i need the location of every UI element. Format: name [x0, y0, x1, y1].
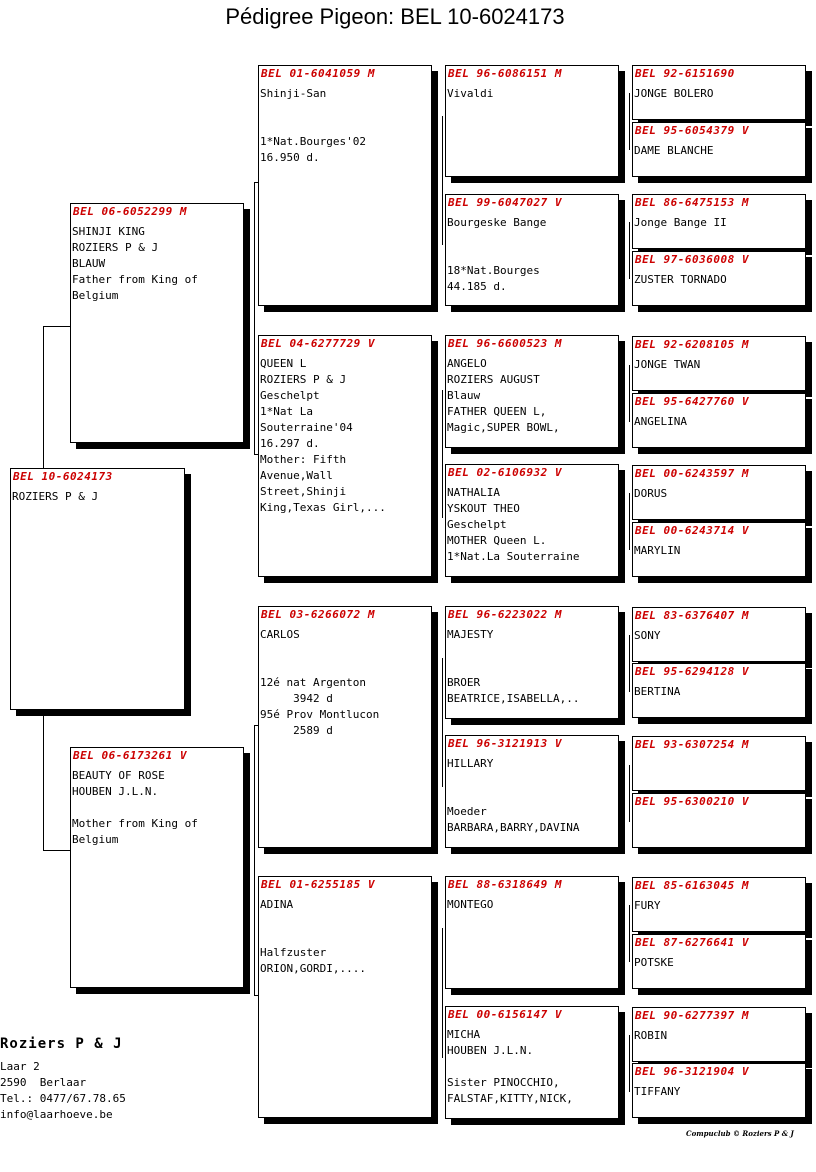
owner-city: 2590 Berlaar: [0, 1076, 87, 1089]
ring-number: BEL 96-6223022 M: [448, 608, 562, 621]
pigeon-card-fmm: [445, 464, 619, 577]
pigeon-info: DORUS: [634, 487, 668, 500]
owner-phone: Tel.: 0477/67.78.65: [0, 1092, 126, 1105]
ring-number: BEL 86-6475153 M: [635, 196, 749, 209]
connector-line: [629, 93, 630, 150]
pigeon-info: Vivaldi: [447, 87, 494, 100]
pigeon-card-g15: [632, 1007, 806, 1062]
connector-line: [629, 1035, 630, 1092]
pigeon-card-father: [70, 203, 244, 443]
ring-number: BEL 96-3121904 V: [635, 1065, 749, 1078]
page-title: Pédigree Pigeon: BEL 10-6024173: [225, 4, 565, 29]
ring-number: BEL 00-6243714 V: [635, 524, 749, 537]
ring-number: BEL 02-6106932 V: [448, 466, 562, 479]
ring-number: BEL 00-6156147 V: [448, 1008, 562, 1021]
pigeon-card-g4: [632, 251, 806, 306]
pigeon-card-g5: [632, 336, 806, 391]
ring-number: BEL 03-6266072 M: [261, 608, 375, 621]
ring-number: BEL 04-6277729 V: [261, 337, 375, 350]
pigeon-card-mmf: [445, 876, 619, 989]
pigeon-card-g7: [632, 465, 806, 520]
pigeon-info: POTSKE: [634, 956, 674, 969]
ring-number: BEL 95-6054379 V: [635, 124, 749, 137]
pigeon-info: MONTEGO: [447, 898, 494, 911]
pigeon-info: BERTINA: [634, 685, 681, 698]
connector-line: [629, 765, 630, 822]
owner-email[interactable]: info@laarhoeve.be: [0, 1108, 113, 1121]
owner-name: Roziers P & J: [0, 1036, 123, 1052]
pigeon-card-g6: [632, 393, 806, 448]
ring-number: BEL 92-6151690: [635, 67, 735, 80]
connector-line: [43, 716, 44, 850]
pigeon-info: ROZIERS P & J: [12, 490, 99, 503]
ring-number: BEL 87-6276641 V: [635, 936, 749, 949]
pigeon-info: ROBIN: [634, 1029, 668, 1042]
pigeon-info: ADINA Halfzuster ORION,GORDI,....: [260, 898, 366, 975]
ring-number: BEL 06-6052299 M: [73, 205, 187, 218]
pigeon-info: SONY: [634, 629, 661, 642]
pigeon-info: HILLARY Moeder BARBARA,BARRY,DAVINA: [447, 757, 580, 834]
pigeon-card-g2: [632, 122, 806, 177]
pigeon-card-g8: [632, 522, 806, 577]
connector-line: [43, 850, 70, 851]
pigeon-info: MARYLIN: [634, 544, 681, 557]
pigeon-info: QUEEN L ROZIERS P & J Geschelpt 1*Nat La Souterraine'04 16.297 d. Mother: Fifth Avenue,Wall Street,Shinji King,Texas Girl,...: [260, 357, 386, 514]
pigeon-card-g14: [632, 934, 806, 989]
pigeon-card-mff: [445, 606, 619, 719]
connector-line: [629, 365, 630, 422]
pigeon-info: Bourgeske Bange 18*Nat.Bourges 44.185 d.: [447, 216, 547, 293]
ring-number: BEL 00-6243597 M: [635, 467, 749, 480]
pigeon-card-ff: [258, 65, 432, 306]
pigeon-card-g1: [632, 65, 806, 120]
pigeon-info: MICHA HOUBEN J.L.N. Sister PINOCCHIO, FALSTAF,KITTY,NICK,: [447, 1028, 573, 1105]
pigeon-info: ZUSTER TORNADO: [634, 273, 727, 286]
connector-line: [442, 116, 443, 245]
pigeon-info: MAJESTY BROER BEATRICE,ISABELLA,..: [447, 628, 580, 705]
footer-credit: Compuclub © Roziers P & J: [686, 1129, 794, 1138]
ring-number: BEL 92-6208105 M: [635, 338, 749, 351]
owner-details: [0, 1059, 126, 1123]
pigeon-info: BEAUTY OF ROSE HOUBEN J.L.N. Mother from King of Belgium: [72, 769, 198, 846]
ring-number: BEL 95-6300210 V: [635, 795, 749, 808]
ring-number: BEL 10-6024173: [13, 470, 113, 483]
ring-number: BEL 96-6600523 M: [448, 337, 562, 350]
pigeon-info: DAME BLANCHE: [634, 144, 714, 157]
pigeon-card-fff: [445, 65, 619, 177]
pigeon-card-ffm: [445, 194, 619, 306]
pigeon-info: JONGE BOLERO: [634, 87, 714, 100]
ring-number: BEL 06-6173261 V: [73, 749, 187, 762]
ring-number: BEL 83-6376407 M: [635, 609, 749, 622]
connector-line: [629, 635, 630, 692]
pigeon-info: ANGELINA: [634, 415, 687, 428]
connector-line: [442, 658, 443, 787]
pigeon-info: NATHALIA YSKOUT THEO Geschelpt MOTHER Queen L. 1*Nat.La Souterraine: [447, 486, 580, 563]
ring-number: BEL 95-6427760 V: [635, 395, 749, 408]
ring-number: BEL 96-3121913 V: [448, 737, 562, 750]
ring-number: BEL 93-6307254 M: [635, 738, 749, 751]
pigeon-card-g10: [632, 663, 806, 718]
pigeon-card-mm: [258, 876, 432, 1118]
pigeon-card-mmm: [445, 1006, 619, 1119]
pigeon-card-g16: [632, 1063, 806, 1118]
connector-line: [442, 928, 443, 1058]
pigeon-card-g13: [632, 877, 806, 932]
pigeon-info: Jonge Bange II: [634, 216, 727, 229]
pigeon-card-fm: [258, 335, 432, 577]
connector-line: [629, 493, 630, 550]
pigeon-card-subject: [10, 468, 185, 710]
connector-line: [629, 222, 630, 279]
ring-number: BEL 01-6041059 M: [261, 67, 375, 80]
connector-line: [43, 326, 70, 327]
ring-number: BEL 88-6318649 M: [448, 878, 562, 891]
ring-number: BEL 90-6277397 M: [635, 1009, 749, 1022]
pigeon-card-fmf: [445, 335, 619, 448]
pigeon-card-g9: [632, 607, 806, 662]
pigeon-info: FURY: [634, 899, 661, 912]
pigeon-card-g3: [632, 194, 806, 249]
ring-number: BEL 85-6163045 M: [635, 879, 749, 892]
pigeon-info: JONGE TWAN: [634, 358, 701, 371]
pigeon-info: CARLOS 12é nat Argenton 3942 d 95é Prov Montlucon 2589 d: [260, 628, 380, 737]
pigeon-info: SHINJI KING ROZIERS P & J BLAUW Father from King of Belgium: [72, 225, 198, 302]
pigeon-card-mf: [258, 606, 432, 848]
connector-line: [442, 390, 443, 518]
pigeon-card-g12: [632, 793, 806, 848]
pigeon-info: TIFFANY: [634, 1085, 681, 1098]
connector-line: [254, 725, 255, 995]
connector-line: [254, 182, 255, 454]
ring-number: BEL 97-6036008 V: [635, 253, 749, 266]
pigeon-card-mfm: [445, 735, 619, 848]
ring-number: BEL 99-6047027 V: [448, 196, 562, 209]
owner-address: Laar 2: [0, 1060, 40, 1073]
pigeon-info: ANGELO ROZIERS AUGUST Blauw FATHER QUEEN L, Magic,SUPER BOWL,: [447, 357, 560, 434]
pigeon-card-g11: [632, 736, 806, 791]
connector-line: [629, 905, 630, 962]
pigeon-info: Shinji-San 1*Nat.Bourges'02 16.950 d.: [260, 87, 366, 164]
connector-line: [43, 326, 44, 468]
ring-number: BEL 95-6294128 V: [635, 665, 749, 678]
ring-number: BEL 96-6086151 M: [448, 67, 562, 80]
pigeon-card-mother: [70, 747, 244, 988]
ring-number: BEL 01-6255185 V: [261, 878, 375, 891]
